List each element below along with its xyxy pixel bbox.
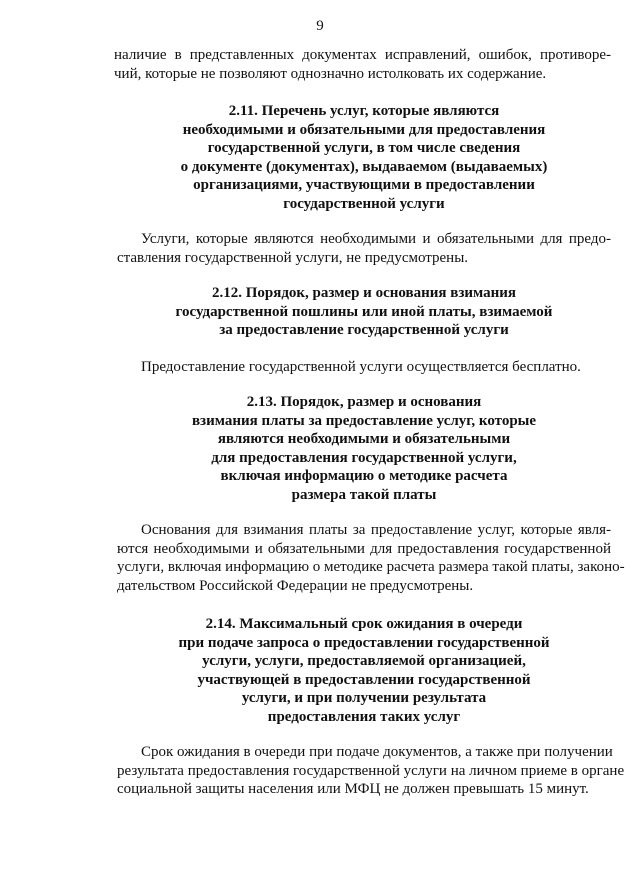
heading-line: предоставления таких услуг bbox=[267, 708, 461, 725]
paragraph-line: Срок ожидания в очереди при подаче документов, а также при получении bbox=[141, 744, 613, 760]
paragraph-line: наличие в представленных документах исправлений, ошибок, противоре- bbox=[114, 47, 611, 63]
paragraph-line: Услуги, которые являются необходимыми и обязательными для предо- bbox=[141, 231, 611, 247]
paragraph-line: результата предоставления государственной услуги на личном приеме в органе bbox=[117, 762, 625, 779]
heading-line: при подаче запроса о предоставлении государственной bbox=[178, 634, 550, 651]
paragraph-line: социальной защиты населения или МФЦ не должен превышать 15 минут. bbox=[117, 781, 589, 797]
heading-line: взимания платы за предоставление услуг, которые bbox=[191, 412, 537, 429]
paragraph-line: услуги, включая информацию о методике расчета размера такой платы, законо- bbox=[117, 559, 625, 575]
heading-line: организациями, участвующими в предоставлении bbox=[193, 177, 535, 193]
paragraph-line: Основания для взимания платы за предоставление услуг, которые явля- bbox=[141, 522, 611, 538]
section-body-2-12 bbox=[117, 358, 611, 377]
section-heading-2-14 bbox=[117, 615, 611, 726]
heading-line: необходимыми и обязательными для предоставления bbox=[182, 121, 546, 138]
section-body-2-11 bbox=[117, 230, 611, 267]
intro-paragraph bbox=[114, 46, 611, 83]
heading-line: государственной услуги bbox=[283, 195, 445, 212]
document-content bbox=[114, 46, 625, 799]
paragraph-line: ставления государственной услуги, не предусмотрены. bbox=[117, 249, 469, 266]
paragraph-line: чий, которые не позволяют однозначно истолковать их содержание. bbox=[114, 65, 547, 82]
heading-line: государственной услуги, в том числе сведения bbox=[207, 140, 521, 156]
heading-line: государственной пошлины или иной платы, взимаемой bbox=[175, 303, 553, 320]
heading-line: включая информацию о методике расчета bbox=[220, 468, 508, 484]
heading-line: 2.13. Порядок, размер и основания bbox=[246, 394, 482, 410]
heading-line: размера такой платы bbox=[291, 486, 437, 503]
section-heading-2-12 bbox=[117, 284, 611, 340]
section-heading-2-13 bbox=[117, 393, 611, 504]
section-body-2-13 bbox=[117, 521, 625, 595]
heading-line: за предоставление государственной услуги bbox=[219, 322, 509, 338]
heading-line: 2.14. Максимальный срок ожидания в очереди bbox=[205, 616, 523, 632]
heading-line: о документе (документах), выдаваемом (выдаваемых) bbox=[180, 158, 548, 175]
heading-line: услуги, и при получении результата bbox=[241, 690, 487, 706]
section-heading-2-11 bbox=[117, 102, 611, 213]
heading-line: 2.12. Порядок, размер и основания взимания bbox=[211, 285, 517, 301]
paragraph-line: ются необходимыми и обязательными для предоставления государственной bbox=[117, 540, 611, 557]
heading-line: услуги, услуги, предоставляемой организацией, bbox=[202, 653, 526, 669]
section-body-2-14 bbox=[117, 743, 625, 799]
paragraph-line: Предоставление государственной услуги осуществляется бесплатно. bbox=[141, 358, 581, 375]
page-number: 9 bbox=[316, 18, 324, 34]
heading-line: являются необходимыми и обязательными bbox=[217, 431, 511, 447]
paragraph-line: дательством Российской Федерации не предусмотрены. bbox=[117, 577, 474, 594]
heading-line: участвующей в предоставлении государственной bbox=[197, 671, 531, 688]
heading-line: для предоставления государственной услуги, bbox=[211, 449, 517, 466]
heading-line: 2.11. Перечень услуг, которые являются bbox=[228, 103, 500, 119]
